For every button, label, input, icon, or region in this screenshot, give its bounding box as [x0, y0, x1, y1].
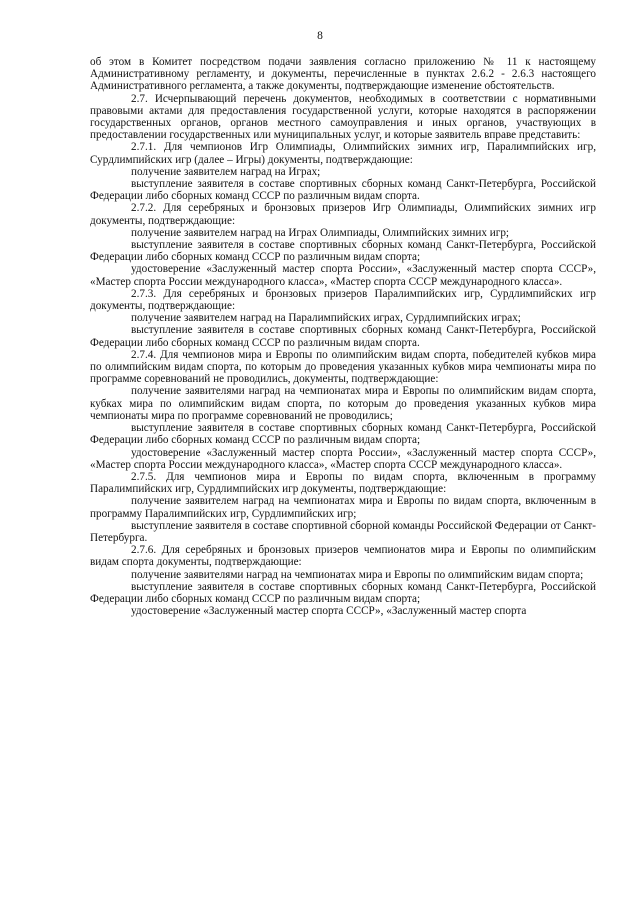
- paragraph: удостоверение «Заслуженный мастер спорта СССР», «Заслуженный мастер спорта: [131, 605, 527, 618]
- paragraph: выступление заявителя в составе спортивных сборных команд Санкт-Петербурга, Российской Федерации либо сборных команд СССР по различным видам спорта;: [90, 422, 596, 447]
- paragraph: выступление заявителя в составе спортивных сборных команд Санкт-Петербурга, Российской Федерации либо сборных команд СССР по различным видам спорта.: [90, 324, 596, 349]
- paragraph: выступление заявителя в составе спортивной сборной команды Российской Федерации от Санкт-Петербурга.: [90, 519, 596, 544]
- paragraph: получение заявителем наград на Играх;: [131, 165, 321, 178]
- paragraph: 2.7. Исчерпывающий перечень документов, необходимых в соответствии с нормативными правовыми актами для предоставления государственной услуги, которые находятся в распоряжении государственных органов, органов местного самоуправления и иных органов, участвующих в предоставлении государственных или муниципальных услуг, и которые заявитель вправе представить:: [90, 92, 596, 142]
- paragraph: выступление заявителя в составе спортивных сборных команд Санкт-Петербурга, Российской Федерации либо сборных команд СССР по различным видам спорта;: [90, 580, 596, 605]
- paragraph: получение заявителями наград на чемпионатах мира и Европы по олимпийским видам спорта;: [131, 568, 584, 581]
- paragraph: 2.7.1. Для чемпионов Игр Олимпиады, Олимпийских зимних игр, Паралимпийских игр, Сурдлимпийских игр (далее – Игры) документы, подтверждающие:: [90, 141, 596, 166]
- paragraph: 2.7.6. Для серебряных и бронзовых призеров чемпионатов мира и Европы по олимпийским видам спорта документы, подтверждающие:: [90, 544, 596, 569]
- paragraph: удостоверение «Заслуженный мастер спорта России», «Заслуженный мастер спорта СССР», «Мастер спорта России международного класса», «Мастер спорта СССР международного класса».: [90, 446, 596, 471]
- page-number: 8: [317, 30, 323, 42]
- paragraph: выступление заявителя в составе спортивных сборных команд Санкт-Петербурга, Российской Федерации либо сборных команд СССР по различным видам спорта.: [90, 178, 596, 203]
- paragraph: выступление заявителя в составе спортивных сборных команд Санкт-Петербурга, Российской Федерации либо сборных команд СССР по различным видам спорта;: [90, 239, 596, 264]
- paragraph: получение заявителем наград на Играх Олимпиады, Олимпийских зимних игр;: [131, 226, 510, 239]
- paragraph: 2.7.5. Для чемпионов мира и Европы по видам спорта, включенным в программу Паралимпийских игр, Сурдлимпийских игр документы, подтверждающие:: [90, 470, 596, 496]
- paragraph: получение заявителем наград на Паралимпийских играх, Сурдлимпийских играх;: [131, 312, 521, 325]
- paragraph: получение заявителем наград на чемпионатах мира и Европы по видам спорта, включенным в программу Паралимпийских игр, Сурдлимпийских игр;: [90, 495, 596, 520]
- paragraph: об этом в Комитет посредством подачи заявления согласно приложению № 11 к настоящему Административному регламенту, и документы, перечисленные в пунктах 2.6.2 - 2.6.3 настоящего Административного регламента, а также документы, подтверждающие изменение обстоятельств.: [90, 56, 596, 93]
- paragraph: 2.7.2. Для серебряных и бронзовых призеров Игр Олимпиады, Олимпийских зимних игр документы, подтверждающие:: [90, 202, 596, 227]
- paragraph: 2.7.4. Для чемпионов мира и Европы по олимпийским видам спорта, победителей кубков мира по олимпийским видам спорта, по которым до проведения указанных кубков мира чемпионаты мира по программе соревнований не проводились, документы, подтверждающие:: [90, 348, 596, 386]
- paragraph: 2.7.3. Для серебряных и бронзовых призеров Паралимпийских игр, Сурдлимпийских игр документы, подтверждающие:: [90, 287, 596, 313]
- paragraph: получение заявителями наград на чемпионатах мира и Европы по олимпийским видам спорта, кубках мира по олимпийским видам спорта, по которым до проведения указанных кубков мира чемпионаты мира по программе соревнований не проводились;: [90, 385, 596, 422]
- paragraph: удостоверение «Заслуженный мастер спорта России», «Заслуженный мастер спорта СССР», «Мастер спорта России международного класса», «Мастер спорта СССР международного класса».: [90, 263, 596, 288]
- document-body: [90, 56, 596, 617]
